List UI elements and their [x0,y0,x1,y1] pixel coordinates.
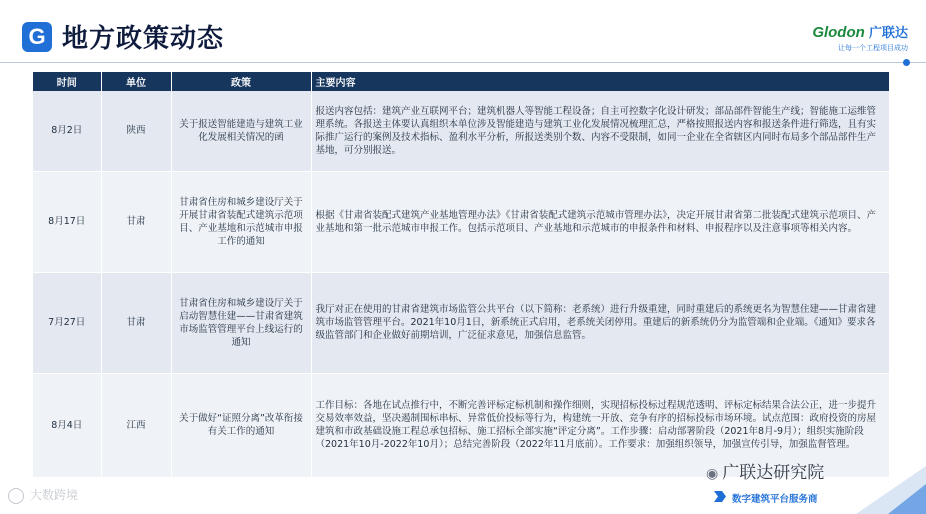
wechat-icon: ◉ [706,466,719,482]
brand-logo [812,22,908,53]
cell-time: 7月27日 [33,272,101,373]
watermark-right-text: 广联达研究院 [722,463,825,483]
cell-content: 根据《甘肃省装配式建筑产业基地管理办法》《甘肃省装配式建筑示范城市管理办法》，决定开展甘肃省第二批装配式建筑示范项目、产业基地和第一批示范城市申报工作。包括示范项目、产业基地和示范城市的申报条件和材料、申报程序以及注意事项等相关内容。 [311,171,889,272]
column-header-unit: 单位 [101,72,171,91]
title-divider [0,62,926,63]
corner-decoration [816,454,926,514]
cell-policy: 甘肃省住房和城乡建设厅关于启动智慧住建——甘肃省建筑市场监管管理平台上线运行的通知 [171,272,311,373]
slogan-arrow-icon [714,491,726,502]
cell-unit: 陕西 [101,91,171,171]
logo-icon: G [22,22,52,52]
policy-table-wrapper [33,72,889,478]
cell-unit: 江西 [101,373,171,477]
column-header-content: 主要内容 [311,72,889,91]
page-title: 地方政策动态 [62,24,225,54]
watermark-left-text: 大数跨境 [30,488,79,502]
cell-content: 工作目标：各地在试点推行中，不断完善评标定标机制和操作细则，实现招标投标过程规范透明、评标定标结果合法公正，进一步提升交易效率效益，坚决遏制围标串标、异常低价投标等行为，构建统一开放、竞争有序的招标投标市场环境。试点范围：政府投资的房屋建筑和市政基础设施工程总承包招标、施工招标全部实施“评定分离”。工作步骤：启动部署阶段（2021年8月-9月）；组织实施阶段（2021年10月-2022年10月）；总结完善阶段（2022年11月底前）。工作要求：加强组织领导，加强宣传引导，加强监督管理。 [311,373,889,477]
table-row [33,272,889,373]
watermark-right [706,458,824,483]
cell-policy: 关于报送智能建造与建筑工业化发展相关情况的函 [171,91,311,171]
cell-unit: 甘肃 [101,171,171,272]
column-header-time: 时间 [33,72,101,91]
cell-time: 8月4日 [33,373,101,477]
cell-content: 我厅对正在使用的甘肃省建筑市场监管公共平台（以下简称：老系统）进行升级重建，同时重建后的系统更名为智慧住建——甘肃省建筑市场监管管理平台。2021年10月1日，新系统正式启用，老系统关闭停用。重建后的新系统仍分为监管端和企业端。《通知》要求各级监管部门和企业做好前期培训，广泛征求意见，加强信息监管。 [311,272,889,373]
brand-name-en: Glodon [812,24,865,41]
cell-policy: 甘肃省住房和城乡建设厅关于开展甘肃省装配式建筑示范项目、产业基地和示范城市申报工作的通知 [171,171,311,272]
watermark-circle-icon [8,488,24,504]
cell-content: 报送内容包括：建筑产业互联网平台；建筑机器人等智能工程设备；自主可控数字化设计研发；部品部件智能生产线；智能施工运维管理系统。各报送主体要认真组织本单位涉及智能建造与建筑工业化发展情况梳理汇总，严格按照报送内容和报送条件进行筛选，且有实际推广运行的案例及技术指标、盈利水平分析，所报送类别个数、内容不受限制，如同一企业在全省辖区内同时布局多个部品部件生产基地，可分别报送。 [311,91,889,171]
footer-slogan: 数字建筑平台服务商 [732,494,818,505]
policy-table [33,72,890,478]
table-row [33,91,889,171]
table-row [33,171,889,272]
cell-time: 8月17日 [33,171,101,272]
watermark-left [8,486,78,504]
brand-name-cn: 广联达 [868,25,908,40]
brand-slogan: 让每一个工程项目成功 [838,44,908,52]
column-header-policy: 政策 [171,72,311,91]
divider-dot [903,59,910,66]
cell-unit: 甘肃 [101,272,171,373]
cell-time: 8月2日 [33,91,101,171]
cell-policy: 关于做好“证照分离”改革衔接有关工作的通知 [171,373,311,477]
table-header-row [33,72,889,91]
brand-name [812,22,908,41]
